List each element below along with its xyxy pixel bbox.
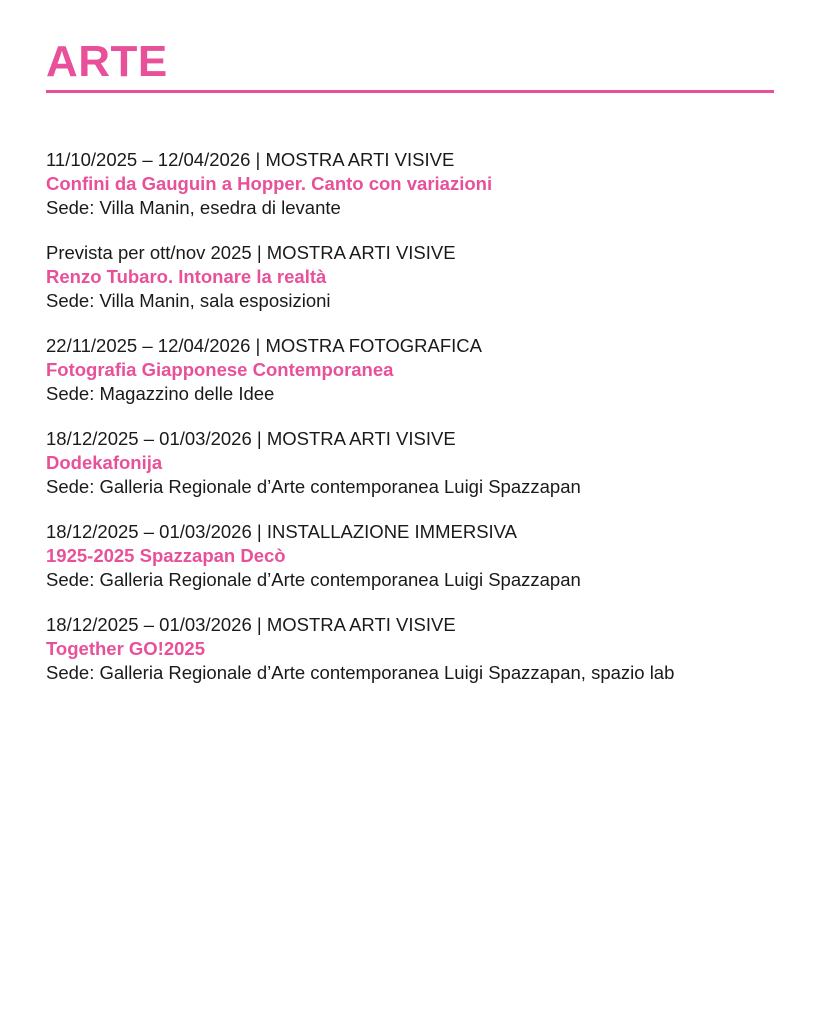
event-item <box>46 148 774 220</box>
title-divider <box>46 90 774 93</box>
event-venue: Sede: Galleria Regionale d’Arte contemporanea Luigi Spazzapan <box>46 569 581 590</box>
event-title[interactable]: Renzo Tubaro. Intonare la realtà <box>46 266 327 287</box>
event-item <box>46 334 774 406</box>
section-title: ARTE <box>46 37 168 86</box>
event-dates-type: Prevista per ott/nov 2025 | MOSTRA ARTI VISIVE <box>46 242 456 263</box>
event-item <box>46 241 774 313</box>
event-title[interactable]: 1925-2025 Spazzapan Decò <box>46 545 286 566</box>
event-title[interactable]: Together GO!2025 <box>46 638 206 659</box>
event-venue: Sede: Magazzino delle Idee <box>46 383 275 404</box>
event-title[interactable]: Dodekafonija <box>46 452 163 473</box>
event-dates-type: 11/10/2025 – 12/04/2026 | MOSTRA ARTI VISIVE <box>46 149 455 170</box>
event-venue: Sede: Villa Manin, sala esposizioni <box>46 290 331 311</box>
event-dates-type: 18/12/2025 – 01/03/2026 | MOSTRA ARTI VISIVE <box>46 614 456 635</box>
event-item <box>46 613 774 685</box>
event-dates-type: 18/12/2025 – 01/03/2026 | INSTALLAZIONE IMMERSIVA <box>46 521 517 542</box>
event-venue: Sede: Galleria Regionale d’Arte contemporanea Luigi Spazzapan, spazio lab <box>46 662 675 683</box>
event-venue: Sede: Galleria Regionale d’Arte contemporanea Luigi Spazzapan <box>46 476 581 497</box>
event-item <box>46 427 774 499</box>
event-dates-type: 18/12/2025 – 01/03/2026 | MOSTRA ARTI VISIVE <box>46 428 456 449</box>
event-venue: Sede: Villa Manin, esedra di levante <box>46 197 341 218</box>
event-list <box>46 148 774 685</box>
event-item <box>46 520 774 592</box>
event-dates-type: 22/11/2025 – 12/04/2026 | MOSTRA FOTOGRAFICA <box>46 335 482 356</box>
event-title[interactable]: Confini da Gauguin a Hopper. Canto con variazioni <box>46 173 493 194</box>
event-title[interactable]: Fotografia Giapponese Contemporanea <box>46 359 394 380</box>
page <box>46 36 774 706</box>
